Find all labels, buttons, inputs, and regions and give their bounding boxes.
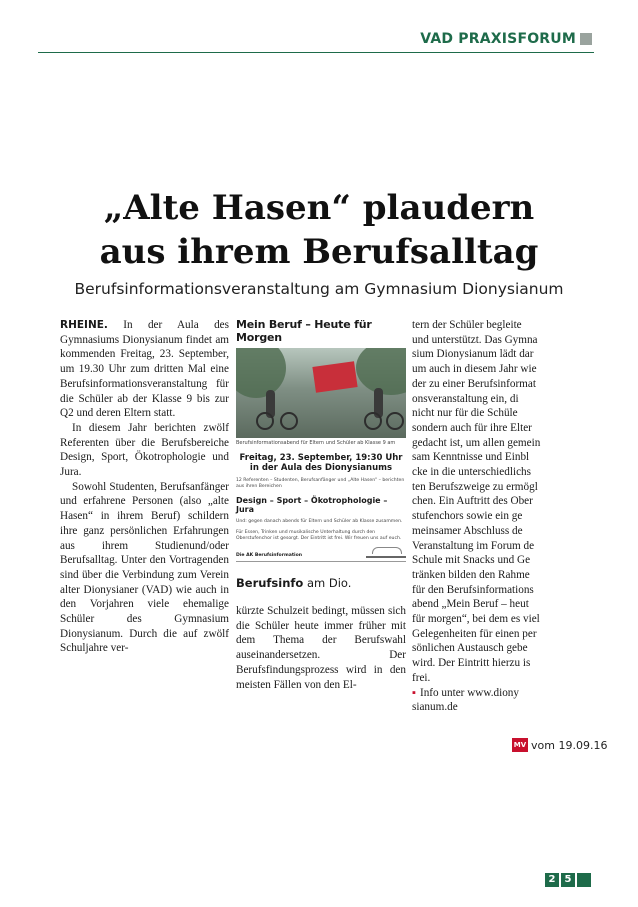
column-3-line: sondern auch für ihre Elter [412, 421, 532, 434]
column-3-line: tränken bilden den Rahme [412, 568, 530, 581]
paragraph-3: Sowohl Studenten, Berufsanfänger und erfahrene Personen (also „alte Hasen“ in ihrem Beruf) schildern ihre ganz persönlichen Erfahrungen aus ihrem Studienund/oder Berufsalltag. Unter den Vortragenden sind über die Verbindung zum Verein alter Dionysianer (VAD) wie auch in den Vorjahren viele ehemalige Schüler des Gymnasium Dionysianum. Durch die auf zwölf Schuljahre ver- [60, 480, 229, 655]
advert-event-date: Freitag, 23. September, 19:30 Uhr [239, 453, 403, 463]
school-logo-icon [366, 548, 406, 558]
heading-bold: Berufsinfo [236, 576, 304, 590]
event-advert [236, 318, 406, 562]
advert-text-1: 12 Referenten – Studenten, Berufsanfänger und „Alte Hasen“ – berichten aus ihren Bereichen [236, 478, 405, 489]
advert-sign-image [312, 361, 357, 393]
column-3-line: für den Berufsinformations [412, 583, 534, 596]
advert-organizer: Die AK Berufsinformation [236, 553, 303, 558]
advert-caption: Berufsinformationsabend für Eltern und Schüler ab Klasse 9 am [236, 440, 396, 446]
section-title: VAD PRAXISFORUM [420, 31, 576, 47]
advert-event-info [236, 453, 406, 473]
source-credit [512, 738, 607, 752]
column-3-line: ten Berufszweige zu ermögl [412, 480, 538, 493]
info-text-1: Info unter www.diony [419, 686, 519, 699]
info-line-2: sianum.de [412, 701, 458, 714]
column-3-line: Veranstaltung im Forum de [412, 539, 535, 552]
column-3-line: wird. Der Eintritt hierzu is [412, 657, 531, 670]
column-3-line: cke in die unterschiedlichs [412, 466, 531, 479]
article-subheadline: Berufsinformationsveranstaltung am Gymnasium Dionysianum [74, 280, 564, 298]
heading-rest: am Dio. [303, 576, 352, 590]
paragraph-2: In diesem Jahr berichten zwölf Referenten über die Berufsbereiche Design, Sport, Ökotrophologie und Jura. [60, 421, 229, 479]
advert-footer [236, 548, 406, 562]
bullet-icon: ▪ [412, 686, 416, 699]
column-3-line: sönlichen Austausch gebe [412, 642, 528, 655]
column-3-line: meinsamer Abschluss de [412, 524, 523, 537]
headline-line-2: aus ihrem Berufsalltag [99, 232, 539, 272]
advert-subjects: Design – Sport – Ökotrophologie – Jura [236, 496, 388, 514]
mv-logo-icon: MV [512, 738, 528, 752]
column-3-line: um auch in diesem Jahr wie [412, 363, 537, 376]
page-digit-1: 2 [545, 873, 559, 887]
article-column-1 [60, 318, 229, 656]
page-number [545, 873, 591, 887]
paragraph-1-text: In der Aula des Gymnasiums Dionysianum findet am kommenden Freitag, 23. September, um 19.30 Uhr zum dritten Mal eine Berufsinformationsveranstaltung für die Schüler ab der Klasse 9 bis zur Q2 und deren Eltern statt. [60, 319, 229, 420]
column-3-line: stufenchors sowie ein ge [412, 510, 523, 523]
column-3-line: chen. Ein Auftritt des Ober [412, 495, 533, 508]
paragraph-1 [60, 318, 229, 421]
column-3-line: sium Dionysianum lädt dar [412, 348, 534, 361]
header-divider [38, 52, 594, 53]
dateline: RHEINE. [60, 319, 108, 331]
column-3-line: Schule mit Snacks und Ge [412, 554, 531, 567]
column-3-line: abend „Mein Beruf – heut [412, 598, 529, 611]
page-square-icon [577, 873, 591, 887]
column-3-line: nicht nur für die Schüle [412, 407, 518, 420]
source-date: vom 19.09.16 [531, 738, 608, 752]
header-square-icon [580, 33, 592, 45]
article-headline [60, 186, 578, 274]
column-3-line: Gelegenheiten für einen per [412, 627, 537, 640]
advert-text-3: Für Essen, Trinken und musikalische Unterhaltung durch den Oberstufenchor ist gesorgt. Der Eintritt ist frei. Wir freuen uns auf euch. [236, 530, 402, 541]
column-3-line: onsveranstaltung ein, di [412, 392, 519, 405]
article-column-3 [412, 318, 580, 715]
photo-credit-heading [236, 576, 351, 590]
column-3-line: tern der Schüler begleite [412, 319, 522, 331]
column-3-line: sam Kenntnisse und Einbl [412, 451, 530, 464]
article-column-2: kürzte Schulzeit bedingt, müssen sich die Schüler heute immer früher mit dem Thema der Berufswahl auseinandersetzen. Der Berufsfindungsprozess wird in den meisten Fällen von den El- [236, 605, 406, 691]
column-3-line: der zu einer Berufsinformat [412, 377, 536, 390]
page-digit-2: 5 [561, 873, 575, 887]
advert-event-place: in der Aula des Dionysianums [249, 463, 393, 473]
column-3-line: gedacht ist, um allen gemein [412, 436, 541, 449]
column-3-line: frei. [412, 671, 431, 684]
column-3-line: und unterstützt. Das Gymna [412, 333, 538, 346]
headline-line-1: „Alte Hasen“ plaudern [103, 188, 535, 228]
advert-photo [236, 348, 406, 438]
advert-text-2: Und: gegen danach abends für Eltern und Schüler ab Klasse zusammen. [236, 519, 403, 524]
column-3-line: für morgen“, bei dem es viel [412, 613, 540, 626]
info-line [412, 686, 580, 701]
advert-title: Mein Beruf – Heute für Morgen [236, 318, 372, 344]
